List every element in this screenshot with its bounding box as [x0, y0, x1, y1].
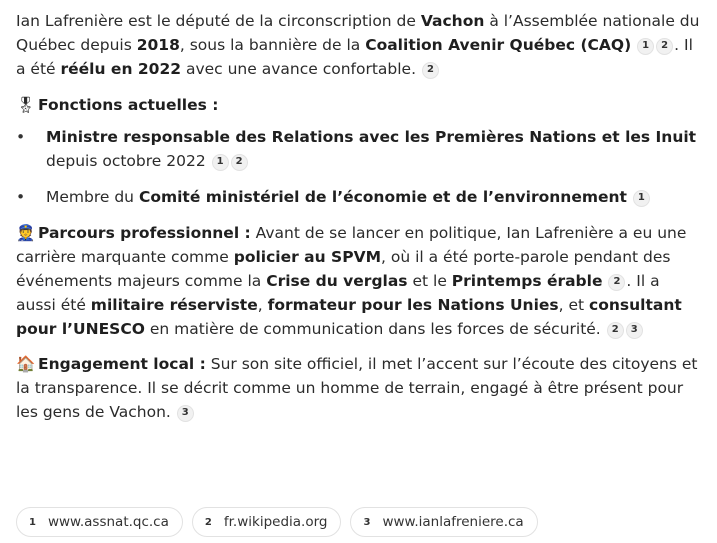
functions-heading — [16, 93, 704, 117]
intro-text: Ian Lafrenière est le député de la circonscription de — [16, 12, 421, 30]
police-officer-icon: 👮 — [16, 224, 36, 242]
citation-badge[interactable]: 1 — [633, 190, 650, 207]
career-highlight: formateur pour les Nations Unies — [267, 296, 559, 314]
function-title: Comité ministériel de l’économie et de l’environnement — [138, 188, 627, 206]
party-name: Coalition Avenir Québec (CAQ) — [365, 36, 632, 54]
local-paragraph — [16, 352, 704, 424]
list-item — [16, 125, 704, 173]
citation-badge[interactable]: 2 — [607, 322, 624, 339]
intro-paragraph — [16, 9, 704, 81]
functions-list — [16, 125, 704, 209]
functions-heading-text: Fonctions actuelles : — [38, 96, 219, 114]
career-text: . Il a aussi été — [16, 272, 660, 314]
function-title: Ministre responsable des Relations avec les Premières Nations et les Inuit — [46, 128, 697, 146]
function-text: depuis octobre 2022 — [46, 152, 206, 170]
career-text: Avant de se lancer en politique, Ian Lafrenière a eu une carrière marquante comme — [16, 224, 687, 266]
career-text: et le — [407, 272, 452, 290]
source-label: www.assnat.qc.ca — [47, 514, 169, 530]
medal-icon: 🎖 — [16, 96, 36, 114]
citation-badge[interactable]: 1 — [212, 154, 229, 171]
career-highlight: consultant pour l’UNESCO — [16, 296, 682, 338]
career-text: , — [257, 296, 268, 314]
source-number: 2 — [204, 516, 212, 528]
career-heading: Parcours professionnel : — [38, 224, 251, 242]
local-text: Sur son site officiel, il met l’accent sur l’écoute des citoyens et la transparence. Il se décrit comme un homme de terrain, engagé à être présent pour les gens de Vachon. — [16, 355, 698, 421]
career-highlight: Printemps érable — [451, 272, 603, 290]
citation-badge[interactable]: 2 — [656, 38, 673, 55]
career-text: , et — [558, 296, 590, 314]
source-label: fr.wikipedia.org — [223, 514, 328, 530]
citation-badge[interactable]: 3 — [626, 322, 643, 339]
citation-badge[interactable]: 2 — [608, 274, 625, 291]
citation-badge[interactable]: 2 — [231, 154, 248, 171]
house-icon: 🏠 — [16, 355, 36, 373]
source-chip[interactable] — [16, 507, 183, 537]
source-label: www.ianlafreniere.ca — [382, 514, 524, 530]
answer-content — [16, 9, 704, 424]
citation-badge[interactable]: 1 — [637, 38, 654, 55]
function-text: Membre du — [46, 188, 139, 206]
career-paragraph — [16, 221, 704, 341]
career-text: en matière de communication dans les forces de sécurité. — [144, 320, 601, 338]
intro-text: , sous la bannière de la — [179, 36, 366, 54]
list-item — [16, 185, 704, 209]
career-highlight: policier au SPVM — [233, 248, 381, 266]
source-number: 1 — [29, 516, 36, 528]
source-chip[interactable] — [192, 507, 342, 537]
citation-badge[interactable]: 3 — [177, 405, 194, 422]
reelection-text: réélu en 2022 — [60, 60, 182, 78]
career-text: , où il a été porte-parole pendant des événements majeurs comme la — [16, 248, 671, 290]
intro-text: avec une avance confortable. — [181, 60, 417, 78]
local-heading: Engagement local : — [38, 355, 206, 373]
intro-text: . Il a été — [16, 36, 693, 78]
citation-badge[interactable]: 2 — [422, 62, 439, 79]
source-chip[interactable] — [350, 507, 537, 537]
election-year: 2018 — [136, 36, 180, 54]
career-highlight: Crise du verglas — [266, 272, 408, 290]
career-highlight: militaire réserviste — [90, 296, 258, 314]
sources-bar — [16, 507, 538, 537]
source-number: 3 — [363, 516, 371, 528]
riding-name: Vachon — [420, 12, 485, 30]
intro-text: à l’Assemblée nationale du Québec depuis — [16, 12, 700, 54]
